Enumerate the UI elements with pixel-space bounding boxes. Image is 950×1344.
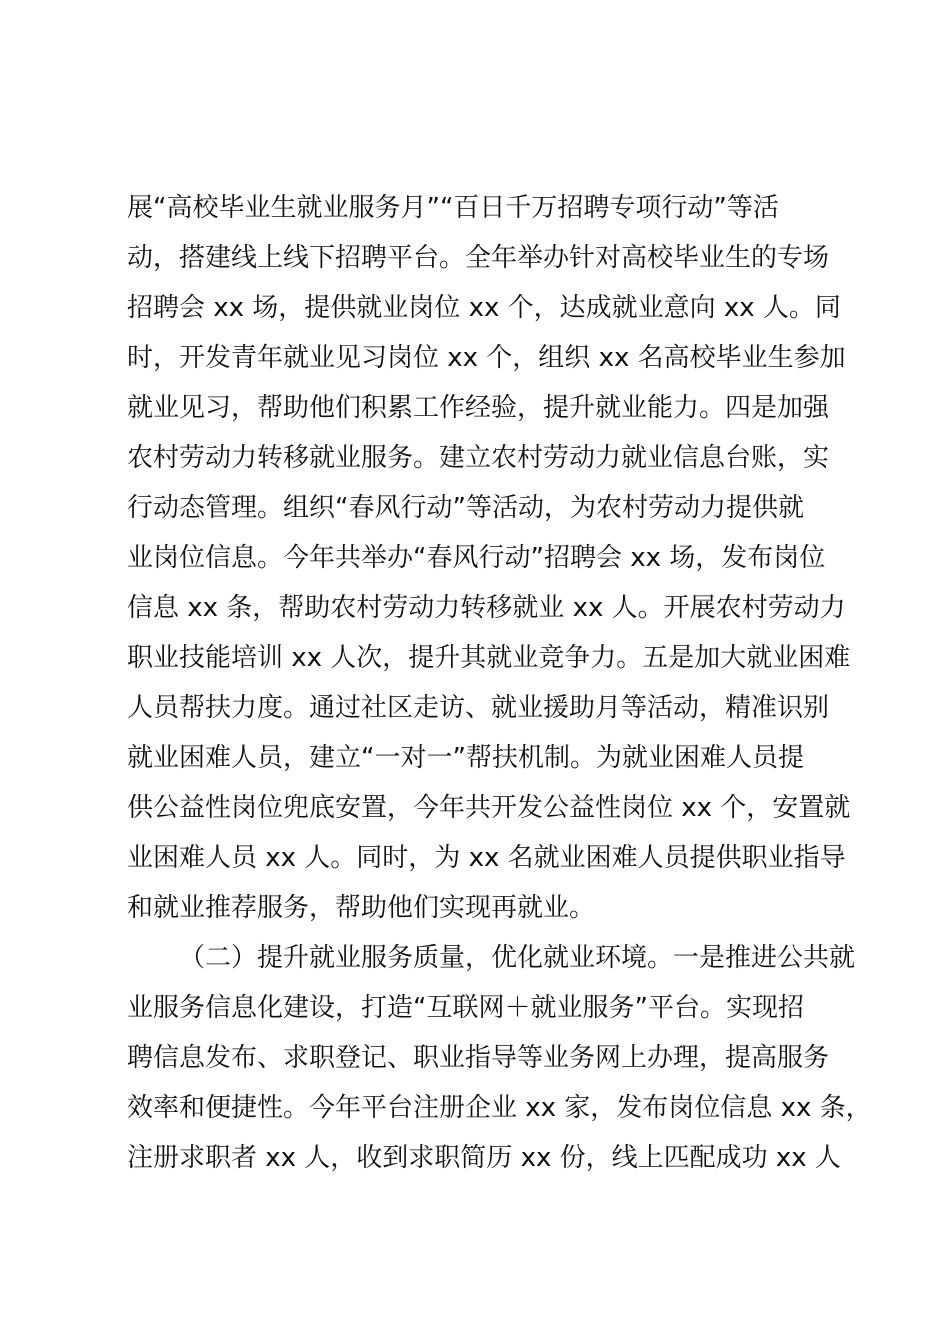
text-line: 业困难人员 xx 人。同时，为 xx 名就业困难人员提供职业指导 [127, 843, 846, 873]
text-line: 招聘会 xx 场，提供就业岗位 xx 个，达成就业意向 xx 人。同 [127, 293, 841, 323]
text-line: 供公益性岗位兜底安置，今年共开发公益性岗位 xx 个，安置就 [127, 793, 851, 823]
text-line: 效率和便捷性。今年平台注册企业 xx 家，发布岗位信息 xx 条， [127, 1093, 872, 1123]
text-line: 注册求职者 xx 人，收到求职简历 xx 份，线上匹配成功 xx 人 [127, 1143, 841, 1173]
text-line: 和就业推荐服务，帮助他们实现再就业。 [127, 893, 596, 923]
text-line: 农村劳动力转移就业服务。建立农村劳动力就业信息台账，实 [127, 443, 830, 473]
text-line: 就业见习，帮助他们积累工作经验，提升就业能力。四是加强 [127, 393, 830, 423]
body-text [127, 183, 872, 1183]
text-line: 就业困难人员，建立“一对一”帮扶机制。为就业困难人员提 [127, 743, 804, 773]
text-line: 业岗位信息。今年共举办“春风行动”招聘会 xx 场，发布岗位 [127, 543, 826, 573]
text-line: 行动态管理。组织“春风行动”等活动，为农村劳动力提供就 [127, 493, 804, 523]
text-line: 信息 xx 条，帮助农村劳动力转移就业 xx 人。开展农村劳动力 [127, 593, 846, 623]
text-line: 时，开发青年就业见习岗位 xx 个，组织 xx 名高校毕业生参加 [127, 343, 846, 373]
text-line: 职业技能培训 xx 人次，提升其就业竞争力。五是加大就业困难 [127, 643, 851, 673]
text-line: 业服务信息化建设，打造“互联网＋就业服务”平台。实现招 [127, 993, 804, 1023]
text-line: 聘信息发布、求职登记、职业指导等业务网上办理，提高服务 [127, 1043, 830, 1073]
text-line: 展“高校毕业生就业服务月”“百日千万招聘专项行动”等活 [127, 193, 779, 223]
paragraph-heading-line: （二）提升就业服务质量，优化就业环境。一是推进公共就 [179, 943, 856, 973]
text-line: 动，搭建线上线下招聘平台。全年举办针对高校毕业生的专场 [127, 243, 830, 273]
text-line: 人员帮扶力度。通过社区走访、就业援助月等活动，精准识别 [127, 693, 830, 723]
